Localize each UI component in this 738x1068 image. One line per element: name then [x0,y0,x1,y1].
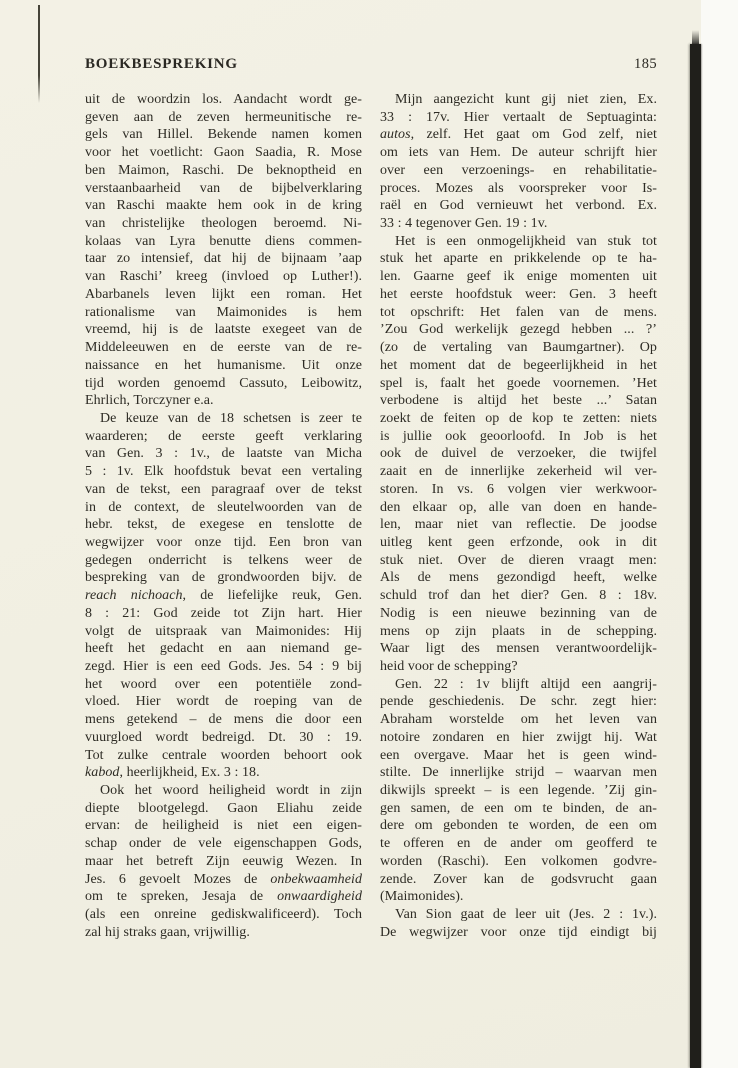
text-line: 5 : 1v. Elk hoofdstuk bevat een vertaling [85,464,362,480]
text-line: tot opschrift: Het falen van de mens. [380,304,657,320]
text-line: stuk het aparte en prikkelende op te ha- [380,251,657,267]
scan-outer-margin [701,0,738,1068]
text-line: om te spreken, Jesaja de onwaardigheid [85,889,362,905]
text-line: Ehrlich, Torczyner e.a. [85,393,214,409]
text-line: storen. In vs. 6 volgen vier werkwoor- [380,481,657,497]
text-line: ben Maimon, Raschi. De beknoptheid en [85,162,362,178]
text-line: schap onder de vele eigenschappen Gods, [85,836,362,852]
text-line: vuurgloed wordt bedreigd. Dt. 30 : 19. [85,729,362,745]
text-line: 33 : 4 tegenover Gen. 19 : 1v. [380,216,548,232]
text-line: len. Gaarne geef ik enige momenten uit [380,269,657,285]
text-columns [85,91,657,942]
text-line: maar het betreft Zijn eeuwig Wezen. In [85,853,362,869]
text-line: gedegen onderricht is telkens weer de [85,552,362,568]
text-line: het moment dat de begeerlijkheid in het [380,357,657,373]
text-line: rationalisme van Maimonides is hem [85,304,362,320]
text-line: zende. Zover kan de godsvrucht gaan [380,871,657,887]
text-line: diepte blootgelegd. Gaon Eliahu zeide [85,800,362,816]
text-line: geven aan de zeven hermeunitische re- [85,109,362,125]
text-line: stuk niet. Over de dieren vraagt men: [380,552,657,568]
text-line: vloed. Hier wordt de roeping van de [85,694,362,710]
text-line: (zo de vertaling van Baumgartner). Op [380,340,657,356]
text-line: te offeren en de ander om geofferd te [380,836,657,852]
text-line: Jes. 6 gevoelt Mozes de onbekwaamheid [85,871,362,887]
text-line: Abraham worstelde om het leven van [380,712,657,728]
text-line: hebr. tekst, de exegese en tenslotte de [85,517,362,533]
text-line: ervan: de heiligheid is niet een eigen- [85,818,362,834]
text-line: Abarbanels leven lijkt een roman. Het [85,286,362,302]
text-line: taar zo intensief, dat hij de bijnaam ’aap [85,251,362,267]
text-line: zegd. Hier is een eed Gods. Jes. 54 : 9 bij [85,659,362,674]
text-line: schuld trof dan het dier? Gen. 8 : 18v. [380,588,657,604]
page-edge-shadow [690,44,701,1068]
text-line: proces. Mozes als voorspreker voor Is- [380,180,657,196]
text-line: spel is, faalt het goede voornemen. ’Het [380,375,657,391]
text-line: van de tekst, een paragraaf over de tekst [85,481,362,497]
text-line: len, maar niet van reflectie. De joodse [380,517,657,533]
text-line: van Raschi’ kreeg (invloed op Luther!). [85,269,362,285]
text-line: kabod, heerlijkheid, Ex. 3 : 18. [85,765,260,781]
text-line: (als een onreine gediskwalificeerd). Toch [85,907,362,923]
text-line: zoekt de feiten op de kop te zetten: niets [380,410,657,426]
text-line: De wegwijzer voor onze tijd eindigt bij [380,924,657,940]
text-line: uitleg kent geen erfzonde, ook in dit [380,534,657,550]
text-line: volgt de uitspraak van Maimonides: Hij [85,623,362,639]
text-line: 33 : 17v. Hier vertaalt de Septuaginta: [380,109,657,125]
text-line: Nodig is een nieuwe bezinning van de [380,605,657,621]
spine-mark-top-left [38,5,40,103]
text-line: Gen. 22 : 1v blijft altijd een aangrij- [395,676,657,692]
text-line: waarderen; de eerste geeft verklaring [85,428,362,444]
text-line: om iets van Hem. De auteur schrijft hier [380,145,657,161]
text-line: het eerste hoofdstuk weer: Gen. 3 heeft [380,286,657,302]
text-line: dikwijls spreekt – is een legende. ’Zij gin- [380,783,657,799]
running-head: BOEKBESPREKING [85,56,238,72]
text-line: bespreking van de grondwoorden bijv. de [85,570,362,586]
text-line: gels van Hillel. Bekende namen komen [85,127,362,143]
text-line: pende geschiedenis. De schr. zegt hier: [380,694,657,710]
text-line: heeft het gedacht en aan niemand ge- [85,641,362,657]
text-line: mens op zijn plaats in de schepping. [380,623,657,639]
text-line: autos, zelf. Het gaat om God zelf, niet [380,127,657,143]
text-line: den elkaar op, alle van doen en hande- [380,499,657,515]
text-line: notoire zondaren en hier zwijgt hij. Wat [380,729,657,745]
text-line: Ook het woord heiligheid wordt in zijn [100,783,362,799]
page-number: 185 [634,56,657,72]
text-line: over een verzoenings- en rehabilitatie- [380,162,657,178]
text-line: zaait en de innerlijke zekerheid wil ver- [380,464,657,480]
text-line: Waar ligt des mensen verantwoordelijk- [380,641,657,657]
text-line: wegwijzer voor onze tijd. Een bron van [85,534,362,550]
text-line: Het is een onmogelijkheid van stuk tot [395,233,657,249]
text-line: Als de mens gezondigd heeft, welke [380,570,657,586]
text-line: De keuze van de 18 schetsen is zeer te [100,410,362,426]
text-line: ook de duivel de verzoeker, die twijfel [380,446,657,462]
text-line: van christelijke theologen beroemd. Ni- [85,216,362,232]
text-line: een overgave. Maar het is geen wind- [380,747,657,763]
text-line: zal hij straks gaan, vrijwillig. [85,924,250,940]
column-right [380,91,657,942]
text-line: raël en God vernieuwt het verbond. Ex. [380,198,657,214]
text-line: ’Zou God werkelijk gezegd hebben ... ?’ [380,322,657,338]
text-line: dere om gebonden te worden, de een om [380,818,657,834]
text-line: 8 : 21: God zeide tot Zijn hart. Hier [85,605,362,621]
text-line: is jullie ook geoorloofd. In Job is het [380,428,657,444]
text-line: het woord over een potentiële zond- [85,676,362,692]
text-line: Tot zulke centrale woorden behoort ook [85,747,362,763]
column-left [85,91,362,942]
text-line: van Raschi maakte hem ook in de kring [85,198,362,214]
text-line: Van Sion gaat de leer uit (Jes. 2 : 1v.). [395,907,657,923]
text-line: voor het voetlicht: Gaon Saadia, R. Mose [85,145,362,161]
text-line: gen samen, de een om te binden, de an- [380,800,657,816]
page-header [85,56,657,73]
text-line: vreemd, hij is de laatste exegeet van de [85,322,362,338]
text-line: verbodene is altijd het beste ...’ Satan [380,393,657,409]
text-line: uit de woordzin los. Aandacht wordt ge- [85,92,362,107]
text-line: verstaanbaarheid van de bijbelverklaring [85,180,362,196]
text-line: stilte. De innerlijke strijd – waarvan men [380,765,657,781]
text-line: reach nichoach, de liefelijke reuk, Gen. [85,588,362,604]
text-line: van Gen. 3 : 1v., de laatste van Micha [85,446,362,462]
text-line: in de context, de sleutelwoorden van de [85,499,362,515]
text-line: Mijn aangezicht kunt gij niet zien, Ex. [395,92,657,107]
text-line: kolaas van Lyra benutte diens commen- [85,233,362,249]
text-line: mens getekend – de mens die door een [85,712,362,728]
text-line: Middeleeuwen en de eerste van de re- [85,340,362,356]
text-line: heid voor de schepping? [380,659,518,674]
text-line: worden (Raschi). Een volkomen godvre- [380,853,657,869]
text-line: naissance en het humanisme. Uit onze [85,357,362,373]
text-line: tijd worden genoemd Cassuto, Leibowitz, [85,375,362,391]
text-line: (Maimonides). [380,889,464,905]
